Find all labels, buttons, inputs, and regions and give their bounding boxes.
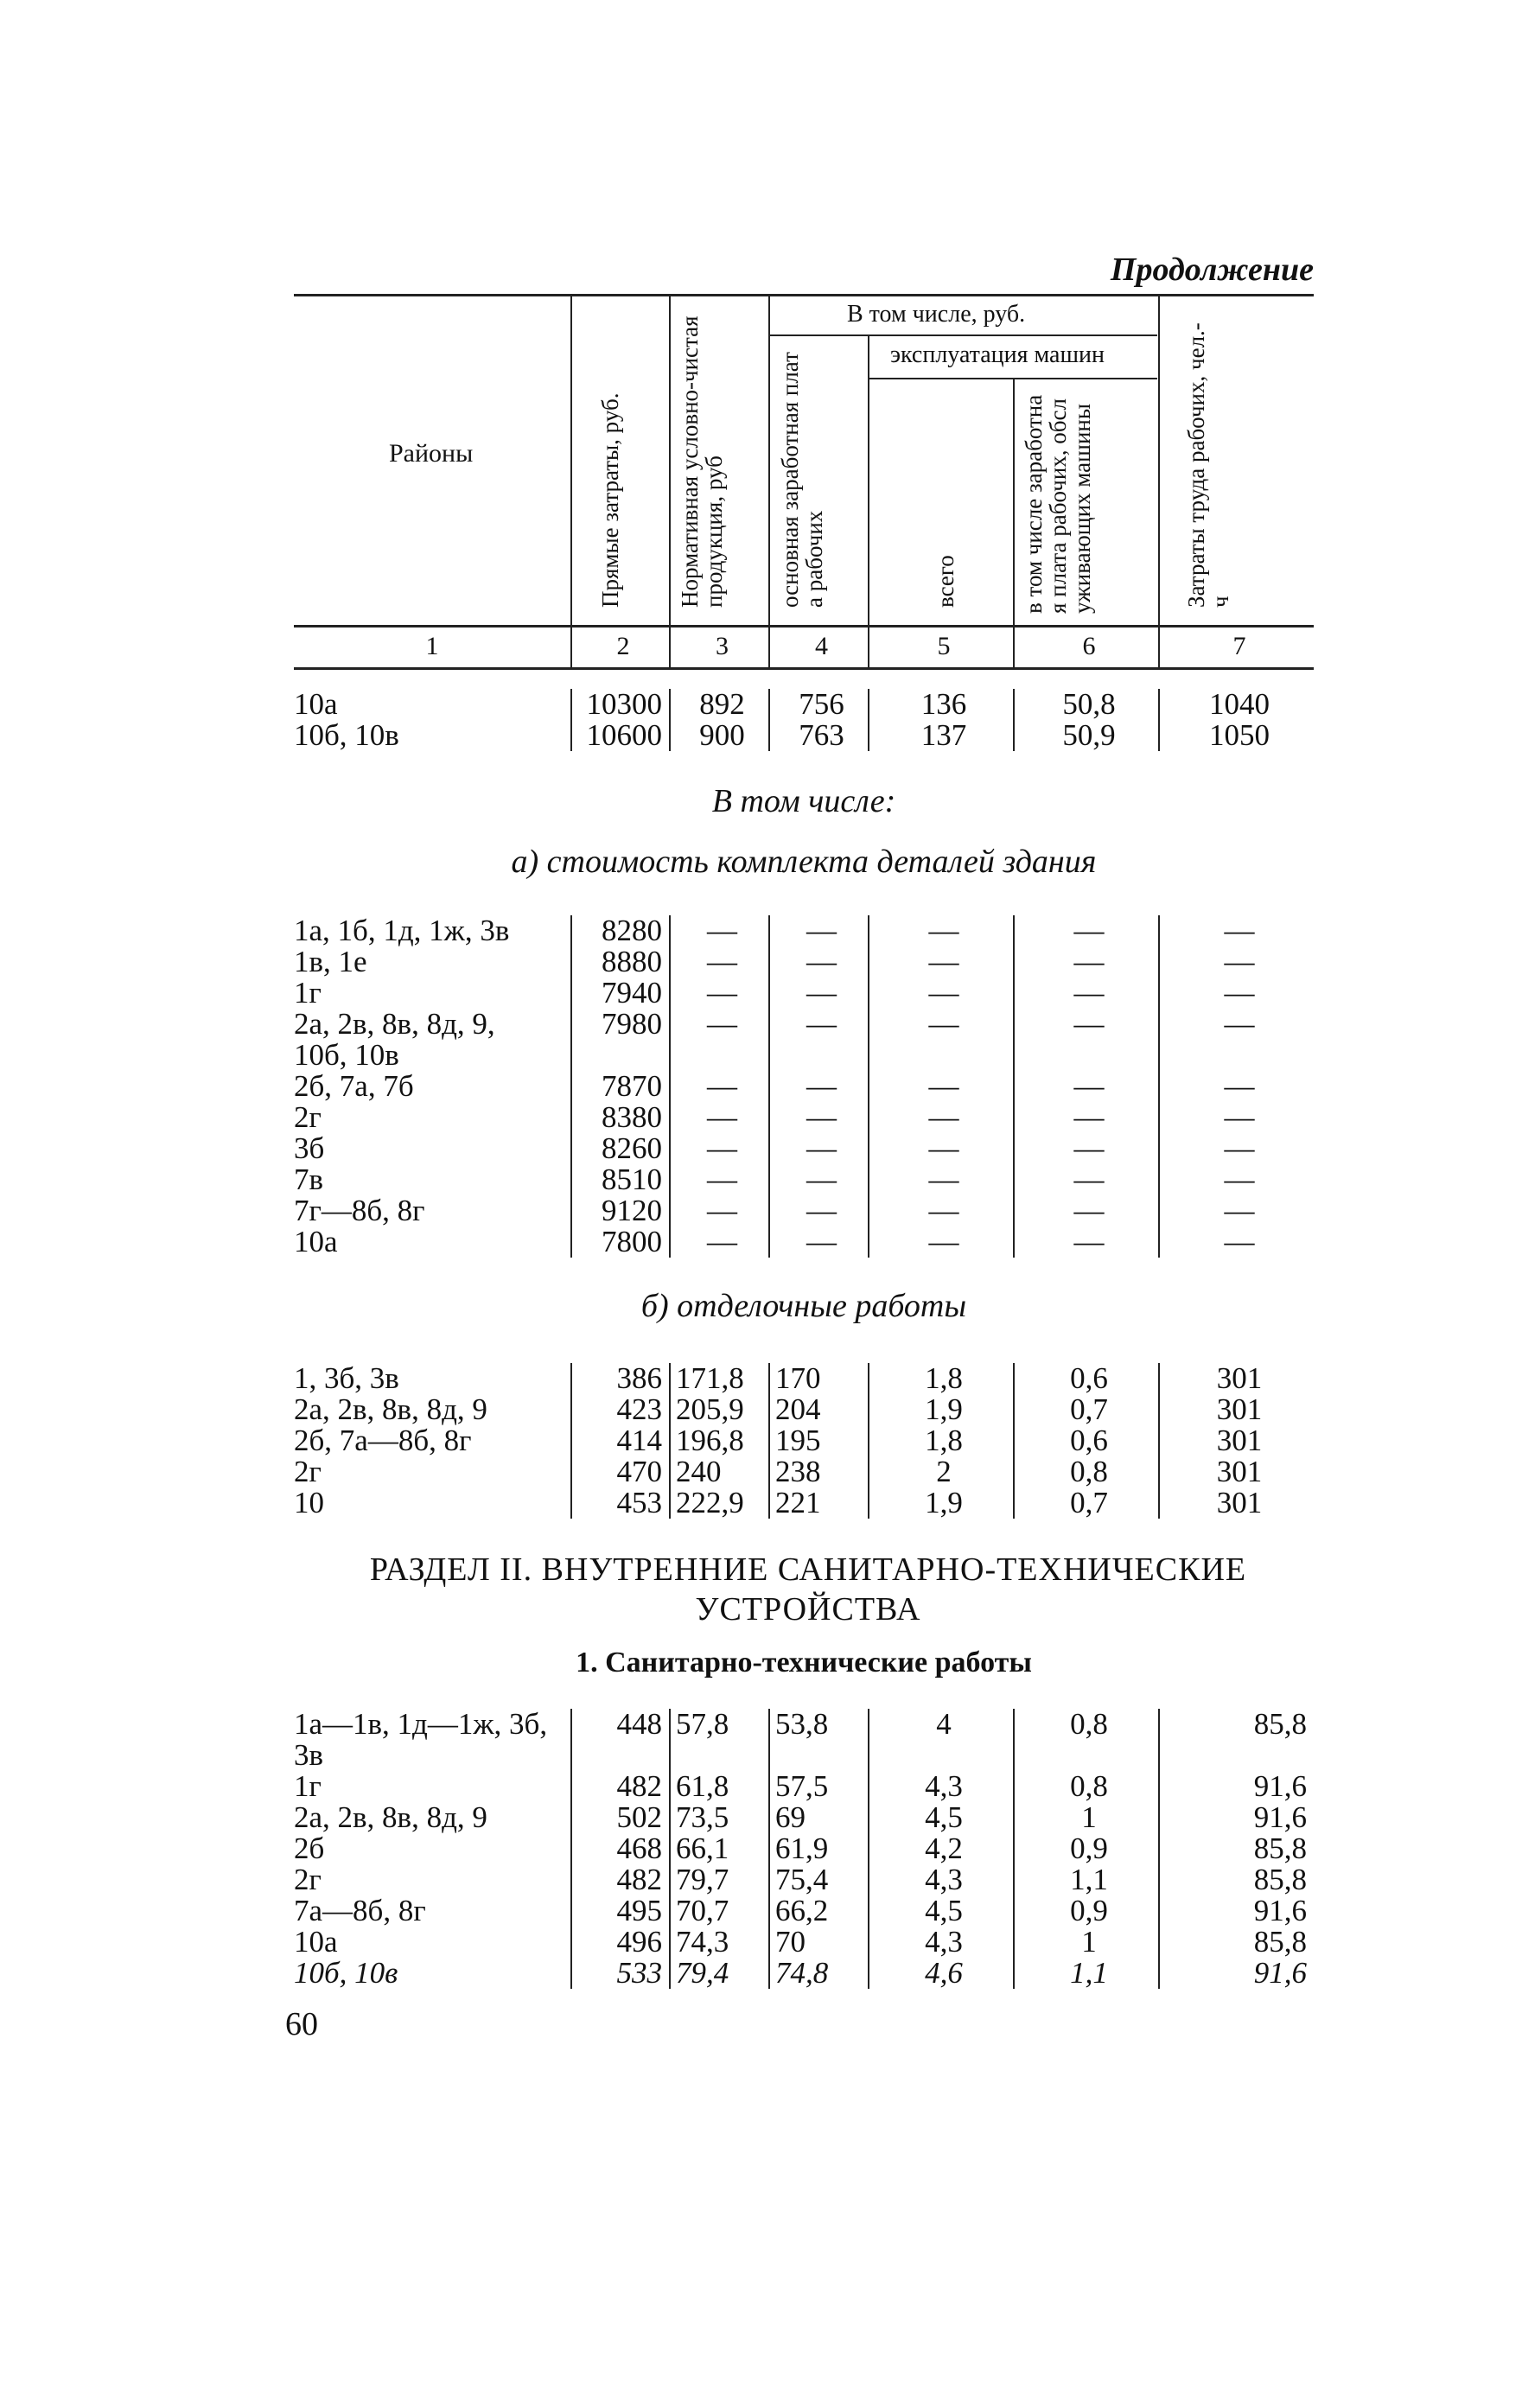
- value-cell: 196,8: [669, 1425, 768, 1456]
- value-cell: 1040: [1158, 689, 1314, 720]
- dash-cell: —: [669, 1226, 768, 1258]
- dash-cell: —: [1158, 978, 1314, 1009]
- value-cell: 495: [570, 1895, 669, 1927]
- caption-b: б) отделочные работы: [640, 1288, 967, 1324]
- value-cell: 85,8: [1158, 1864, 1314, 1895]
- value-cell: 756: [768, 689, 868, 720]
- dash-cell: —: [868, 1164, 1013, 1195]
- value-cell: 0,7: [1013, 1394, 1158, 1425]
- value-cell: 9120: [570, 1195, 669, 1226]
- page-content: [294, 251, 1314, 1989]
- including-label: В том числе:: [711, 783, 896, 819]
- dash-cell: —: [868, 1226, 1013, 1258]
- value-cell: 1,1: [1013, 1864, 1158, 1895]
- value-cell: 423: [570, 1394, 669, 1425]
- value-cell: 61,8: [669, 1771, 768, 1802]
- dash-cell: —: [669, 915, 768, 946]
- value-cell: 301: [1158, 1425, 1314, 1456]
- value-cell: 66,1: [669, 1833, 768, 1864]
- table-block-4: [294, 1709, 1314, 1989]
- district-cell: 10б, 10в: [294, 1956, 398, 1990]
- value-cell: 1,9: [868, 1394, 1013, 1425]
- value-cell: 74,3: [669, 1927, 768, 1958]
- district-cell: 2г: [294, 1455, 322, 1488]
- value-cell: 195: [768, 1425, 868, 1456]
- value-cell: 91,6: [1158, 1895, 1314, 1927]
- value-cell: 763: [768, 720, 868, 751]
- dash-cell: —: [868, 1102, 1013, 1133]
- value-cell: 66,2: [768, 1895, 868, 1927]
- value-cell: 70,7: [669, 1895, 768, 1927]
- value-cell: 502: [570, 1802, 669, 1833]
- dash-cell: —: [768, 1195, 868, 1226]
- dash-cell: —: [868, 1133, 1013, 1164]
- value-cell: 7800: [570, 1226, 669, 1258]
- value-cell: 301: [1158, 1487, 1314, 1519]
- value-cell: 73,5: [669, 1802, 768, 1833]
- value-cell: 171,8: [669, 1363, 768, 1394]
- empty-cell: [768, 1040, 868, 1071]
- value-cell: 79,7: [669, 1864, 768, 1895]
- value-cell: 386: [570, 1363, 669, 1394]
- dash-cell: —: [1013, 978, 1158, 1009]
- value-cell: 238: [768, 1456, 868, 1487]
- value-cell: 70: [768, 1927, 868, 1958]
- col-number: 5: [868, 627, 1013, 667]
- dash-cell: —: [1158, 1133, 1314, 1164]
- value-cell: [1013, 1740, 1158, 1771]
- value-cell: 4,2: [868, 1833, 1013, 1864]
- header-col-labor: Затраты труда рабочих, чел.-ч: [1183, 322, 1233, 608]
- dash-cell: —: [768, 915, 868, 946]
- column-numbers-row: [294, 627, 1314, 670]
- empty-cell: [669, 1040, 768, 1071]
- dash-cell: —: [1158, 1195, 1314, 1226]
- value-cell: 900: [669, 720, 768, 751]
- value-cell: 7980: [570, 1009, 669, 1040]
- table-block-2: [294, 915, 1314, 1258]
- value-cell: 85,8: [1158, 1927, 1314, 1958]
- value-cell: 1050: [1158, 720, 1314, 751]
- value-cell: 170: [768, 1363, 868, 1394]
- value-cell: [768, 1740, 868, 1771]
- value-cell: 470: [570, 1456, 669, 1487]
- subsection-title: 1. Санитарно-технические работы: [576, 1647, 1032, 1679]
- dash-cell: —: [768, 946, 868, 978]
- dash-cell: —: [1013, 1164, 1158, 1195]
- value-cell: 0,9: [1013, 1895, 1158, 1927]
- dash-cell: —: [868, 915, 1013, 946]
- value-cell: 4: [868, 1709, 1013, 1740]
- col-number: 6: [1013, 627, 1158, 667]
- dash-cell: —: [1013, 1133, 1158, 1164]
- value-cell: 91,6: [1158, 1802, 1314, 1833]
- empty-cell: [1013, 1040, 1158, 1071]
- value-cell: 0,9: [1013, 1833, 1158, 1864]
- value-cell: 205,9: [669, 1394, 768, 1425]
- continuation-label: Продолжение: [1110, 252, 1314, 288]
- value-cell: 204: [768, 1394, 868, 1425]
- district-cell: 7а—8б, 8г: [294, 1894, 426, 1927]
- dash-cell: —: [669, 978, 768, 1009]
- dash-cell: —: [1013, 1195, 1158, 1226]
- district-cell: 3б: [294, 1131, 325, 1165]
- district-cell: 2г: [294, 1863, 322, 1896]
- value-cell: 137: [868, 720, 1013, 751]
- dash-cell: —: [768, 1133, 868, 1164]
- value-cell: [669, 1740, 768, 1771]
- dash-cell: —: [1013, 1226, 1158, 1258]
- table-header: [294, 294, 1314, 627]
- value-cell: 301: [1158, 1456, 1314, 1487]
- dash-cell: —: [1013, 1009, 1158, 1040]
- value-cell: 1,8: [868, 1425, 1013, 1456]
- value-cell: 448: [570, 1709, 669, 1740]
- header-col-districts: Районы: [389, 439, 474, 468]
- header-col-total: всего: [933, 555, 958, 608]
- dash-cell: —: [868, 946, 1013, 978]
- col-number: 4: [768, 627, 868, 667]
- district-cell: 7в: [294, 1163, 324, 1196]
- value-cell: 0,8: [1013, 1456, 1158, 1487]
- district-cell: 10а: [294, 687, 338, 721]
- header-group-including: В том числе, руб.: [847, 301, 1026, 328]
- dash-cell: —: [768, 1071, 868, 1102]
- district-cell: 10б, 10в: [294, 718, 399, 752]
- dash-cell: —: [1158, 915, 1314, 946]
- value-cell: 222,9: [669, 1487, 768, 1519]
- value-cell: 892: [669, 689, 768, 720]
- value-cell: 0,6: [1013, 1425, 1158, 1456]
- value-cell: 0,8: [1013, 1709, 1158, 1740]
- value-cell: 1,9: [868, 1487, 1013, 1519]
- district-cell: 10: [294, 1486, 324, 1519]
- table-block-1: [294, 689, 1314, 751]
- value-cell: 7870: [570, 1071, 669, 1102]
- value-cell: 1,1: [1013, 1958, 1158, 1989]
- dash-cell: —: [1013, 1071, 1158, 1102]
- value-cell: 61,9: [768, 1833, 868, 1864]
- value-cell: 8380: [570, 1102, 669, 1133]
- value-cell: 91,6: [1158, 1958, 1314, 1989]
- value-cell: 0,8: [1013, 1771, 1158, 1802]
- value-cell: 4,5: [868, 1895, 1013, 1927]
- value-cell: 468: [570, 1833, 669, 1864]
- dash-cell: —: [768, 1164, 868, 1195]
- value-cell: [868, 1740, 1013, 1771]
- value-cell: 10300: [570, 689, 669, 720]
- dash-cell: —: [669, 1195, 768, 1226]
- district-cell: 1, 3б, 3в: [294, 1361, 399, 1395]
- dash-cell: —: [1158, 946, 1314, 978]
- value-cell: 533: [570, 1958, 669, 1989]
- empty-cell: [868, 1040, 1013, 1071]
- value-cell: 69: [768, 1802, 868, 1833]
- dash-cell: —: [868, 1195, 1013, 1226]
- value-cell: 136: [868, 689, 1013, 720]
- value-cell: 221: [768, 1487, 868, 1519]
- header-col-direct-costs: Прямые затраты, руб.: [597, 392, 623, 608]
- value-cell: 8880: [570, 946, 669, 978]
- value-cell: 4,3: [868, 1771, 1013, 1802]
- value-cell: 74,8: [768, 1958, 868, 1989]
- district-cell: 1а—1в, 1д—1ж, 3б,: [294, 1707, 548, 1741]
- district-cell: 10б, 10в: [294, 1038, 399, 1072]
- table-block-3: [294, 1363, 1314, 1519]
- dash-cell: —: [1013, 946, 1158, 978]
- dash-cell: —: [1158, 1009, 1314, 1040]
- value-cell: 301: [1158, 1363, 1314, 1394]
- district-cell: 10а: [294, 1225, 338, 1258]
- value-cell: [570, 1040, 669, 1071]
- value-cell: 4,5: [868, 1802, 1013, 1833]
- dash-cell: —: [868, 1071, 1013, 1102]
- district-cell: 1а, 1б, 1д, 1ж, 3в: [294, 914, 510, 947]
- dash-cell: —: [669, 1009, 768, 1040]
- dash-cell: —: [1158, 1164, 1314, 1195]
- value-cell: 4,6: [868, 1958, 1013, 1989]
- value-cell: 414: [570, 1425, 669, 1456]
- value-cell: 1,8: [868, 1363, 1013, 1394]
- header-col-net-product: Нормативная условно-чистая продукция, руб: [677, 315, 727, 608]
- value-cell: 301: [1158, 1394, 1314, 1425]
- value-cell: 10600: [570, 720, 669, 751]
- page-number: 60: [285, 2006, 318, 2042]
- dash-cell: —: [868, 978, 1013, 1009]
- value-cell: 57,5: [768, 1771, 868, 1802]
- value-cell: 57,8: [669, 1709, 768, 1740]
- value-cell: 8260: [570, 1133, 669, 1164]
- value-cell: 0,7: [1013, 1487, 1158, 1519]
- value-cell: 85,8: [1158, 1833, 1314, 1864]
- value-cell: 8280: [570, 915, 669, 946]
- caption-a: а) стоимость комплекта деталей здания: [511, 844, 1097, 880]
- dash-cell: —: [768, 1009, 868, 1040]
- section-title: РАЗДЕЛ II. ВНУТРЕННИЕ САНИТАРНО-ТЕХНИЧЕСКИЕ УСТРОЙСТВА: [369, 1551, 1247, 1628]
- value-cell: 482: [570, 1864, 669, 1895]
- dash-cell: —: [1158, 1102, 1314, 1133]
- header-col-machine-wages: в том числе заработная плата рабочих, обслуживающих машины: [1021, 394, 1095, 614]
- col-number: 2: [570, 627, 669, 667]
- district-cell: 3в: [294, 1738, 324, 1772]
- district-cell: 1г: [294, 976, 322, 1010]
- district-cell: 2а, 2в, 8в, 8д, 9: [294, 1800, 487, 1834]
- value-cell: 7940: [570, 978, 669, 1009]
- value-cell: 482: [570, 1771, 669, 1802]
- value-cell: 85,8: [1158, 1709, 1314, 1740]
- district-cell: 2г: [294, 1100, 322, 1134]
- district-cell: 2а, 2в, 8в, 8д, 9,: [294, 1007, 495, 1041]
- dash-cell: —: [1013, 1102, 1158, 1133]
- value-cell: 91,6: [1158, 1771, 1314, 1802]
- header-col-base-wages: основная заработная плата рабочих: [777, 352, 827, 608]
- dash-cell: —: [768, 1102, 868, 1133]
- dash-cell: —: [669, 1071, 768, 1102]
- value-cell: 75,4: [768, 1864, 868, 1895]
- value-cell: 79,4: [669, 1958, 768, 1989]
- value-cell: 50,9: [1013, 720, 1158, 751]
- district-cell: 2б, 7а, 7б: [294, 1069, 414, 1103]
- value-cell: [1158, 1740, 1314, 1771]
- header-subgroup-machines: эксплуатация машин: [890, 341, 1105, 368]
- district-cell: 10а: [294, 1925, 338, 1959]
- district-cell: 2б, 7а—8б, 8г: [294, 1424, 472, 1457]
- dash-cell: —: [669, 1102, 768, 1133]
- district-cell: 1г: [294, 1769, 322, 1803]
- dash-cell: —: [669, 1133, 768, 1164]
- value-cell: 1: [1013, 1927, 1158, 1958]
- value-cell: 50,8: [1013, 689, 1158, 720]
- value-cell: 496: [570, 1927, 669, 1958]
- dash-cell: —: [768, 1226, 868, 1258]
- dash-cell: —: [1158, 1226, 1314, 1258]
- district-cell: 1в, 1е: [294, 945, 367, 978]
- value-cell: [570, 1740, 669, 1771]
- district-cell: 2б: [294, 1831, 325, 1865]
- col-number: 3: [669, 627, 768, 667]
- value-cell: 2: [868, 1456, 1013, 1487]
- district-cell: 2а, 2в, 8в, 8д, 9: [294, 1392, 487, 1426]
- dash-cell: —: [1158, 1071, 1314, 1102]
- value-cell: 4,3: [868, 1927, 1013, 1958]
- district-cell: 7г—8б, 8г: [294, 1194, 425, 1227]
- dash-cell: —: [868, 1009, 1013, 1040]
- dash-cell: —: [669, 1164, 768, 1195]
- empty-cell: [1158, 1040, 1314, 1071]
- value-cell: 1: [1013, 1802, 1158, 1833]
- value-cell: 8510: [570, 1164, 669, 1195]
- value-cell: 0,6: [1013, 1363, 1158, 1394]
- col-number: 7: [1158, 627, 1314, 667]
- col-number: 1: [425, 632, 439, 660]
- value-cell: 453: [570, 1487, 669, 1519]
- dash-cell: —: [669, 946, 768, 978]
- value-cell: 4,3: [868, 1864, 1013, 1895]
- value-cell: 53,8: [768, 1709, 868, 1740]
- dash-cell: —: [768, 978, 868, 1009]
- dash-cell: —: [1013, 915, 1158, 946]
- value-cell: 240: [669, 1456, 768, 1487]
